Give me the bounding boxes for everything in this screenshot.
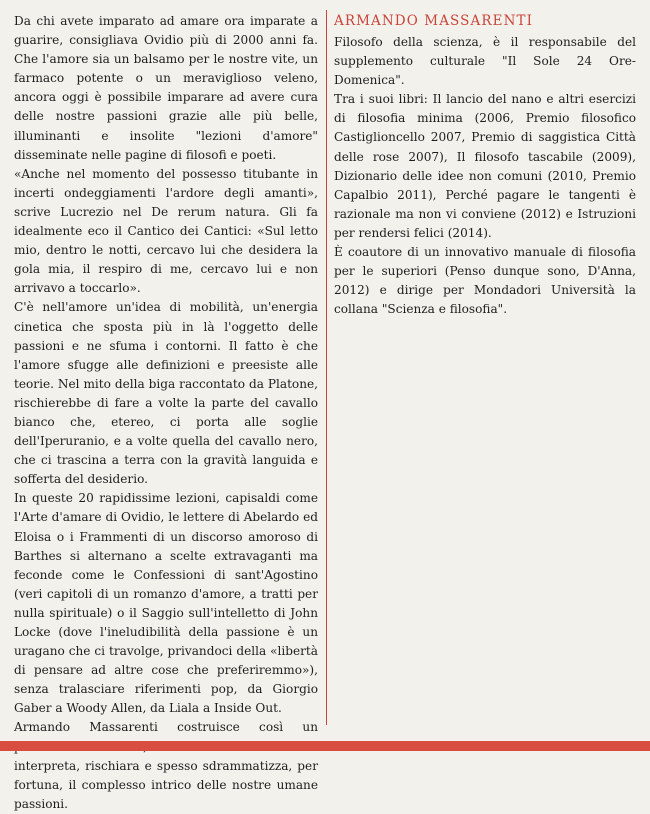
author-bio xyxy=(334,12,636,319)
column-divider xyxy=(326,10,327,725)
author-name-heading: ARMANDO MASSARENTI xyxy=(334,13,534,29)
bio-paragraph: Tra i suoi libri: Il lancio del nano e altri esercizi di filosofia minima (2006, Premio filosofico Castiglioncello 2007, Premio di saggistica Città delle rose 2007), Il filosofo tascabile (2009), Dizionario delle idee non comuni (2010, Premio Capalbio 2011), Perché pagare le tangenti è razionale ma non vi conviene (2012) e Istruzioni per rendersi felici (2014). xyxy=(334,92,636,240)
description-paragraph: C'è nell'amore un'idea di mobilità, un'energia cinetica che sposta più in là l'oggetto delle passioni e ne sfuma i contorni. Il fatto è che l'amore sfugge alle definizioni e preesiste alle teorie. Nel mito della biga raccontato da Platone, rischierebbe di fare a volte la parte del cavallo bianco che, etereo, ci porta alle soglie dell'Iperuranio, e a volte quella del cavallo nero, che ci trascina a terra con la gravità languida e sofferta del desiderio. xyxy=(14,300,318,487)
description-paragraph: «Anche nel momento del possesso titubante in incerti ondeggiamenti l'ardore degli amanti», scrive Lucrezio nel De rerum natura. Gli fa idealmente eco il Cantico dei Cantici: «Sul letto mio, dentro le notti, cercavo lui che desidera la gola mia, il respiro di me, cercavo lui e non arrivavo a toccarlo». xyxy=(14,166,318,296)
bottom-color-band xyxy=(0,741,650,751)
description-paragraph: In queste 20 rapidissime lezioni, capisaldi come l'Arte d'amare di Ovidio, le lettere di Abelardo ed Eloisa o i Frammenti di un discorso amoroso di Barthes si alternano a scelte extravaganti ma feconde come le Confessioni di sant'Agostino (veri capitoli di un romanzo d'amore, a tratti per nulla spirituale) o il Saggio sull'intelletto di John Locke (dove l'ineludibilità della passione è un uragano che ci travolge, privandoci della «libertà di pensare ad altre cose che preferiremmo»), senza tralasciare riferimenti pop, da Giorgio Gaber a Woody Allen, da Liala a Inside Out. xyxy=(14,491,318,716)
bio-paragraph: Filosofo della scienza, è il responsabile del supplemento culturale "Il Sole 24 Ore-Domenica". xyxy=(334,35,636,88)
bio-paragraph: È coautore di un innovativo manuale di filosofia per le superiori (Penso dunque sono, D'Anna, 2012) e dirige per Mondadori Università la collana "Scienza e filosofia". xyxy=(334,245,636,317)
book-description xyxy=(14,12,318,814)
description-paragraph: Da chi avete imparato ad amare ora imparate a guarire, consigliava Ovidio più di 2000 anni fa. Che l'amore sia un balsamo per le nostre vite, un farmaco potente o un meraviglioso veleno, ancora oggi è possibile imparare ad avere cura delle nostre passioni grazie alle più belle, illuminanti e insolite "lezioni d'amore" disseminate nelle pagine di filosofi e poeti. xyxy=(14,14,318,162)
description-paragraph: Armando Massarenti costruisce così un interpreta, rischiara e spesso sdrammatizza, per fortuna, il complesso intrico delle nostre umane passioni. xyxy=(14,720,318,811)
